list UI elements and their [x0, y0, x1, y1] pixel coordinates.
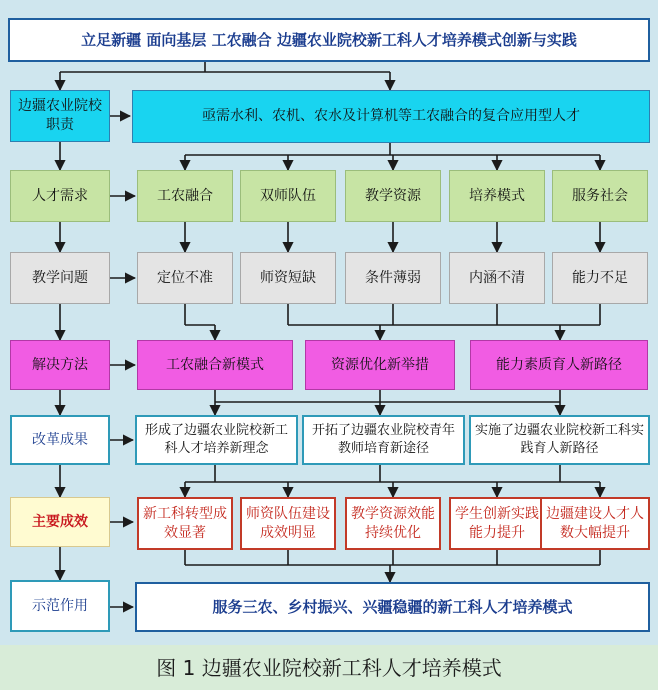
problem-box: 定位不准	[137, 252, 233, 304]
effect-box: 教学资源效能持续优化	[345, 497, 441, 550]
main-effect-box: 主要成效	[10, 497, 110, 547]
demand-box: 培养模式	[449, 170, 545, 222]
teaching-problem-box: 教学问题	[10, 252, 110, 304]
result-box: 实施了边疆农业院校新工科实践育人新路径	[469, 415, 650, 465]
problem-box: 条件薄弱	[345, 252, 441, 304]
problem-box: 能力不足	[552, 252, 648, 304]
diagram-title: 立足新疆 面向基层 工农融合 边疆农业院校新工科人才培养模式创新与实践	[8, 18, 650, 62]
demand-box: 教学资源	[345, 170, 441, 222]
reform-result-box: 改革成果	[10, 415, 110, 465]
demand-box: 双师队伍	[240, 170, 336, 222]
need-statement-box: 亟需水利、农机、农水及计算机等工农融合的复合应用型人才	[132, 90, 650, 143]
duty-box: 边疆农业院校职责	[10, 90, 110, 142]
demo-statement-box: 服务三农、乡村振兴、兴疆稳疆的新工科人才培养模式	[135, 582, 650, 632]
problem-box: 师资短缺	[240, 252, 336, 304]
talent-demand-box: 人才需求	[10, 170, 110, 222]
solution-item-box: 资源优化新举措	[305, 340, 455, 390]
result-box: 开拓了边疆农业院校青年教师培育新途径	[302, 415, 465, 465]
solution-item-box: 能力素质育人新路径	[470, 340, 648, 390]
solution-box: 解决方法	[10, 340, 110, 390]
effect-box: 边疆建设人才人数大幅提升	[540, 497, 650, 550]
effect-box: 新工科转型成效显著	[137, 497, 233, 550]
effect-box: 师资队伍建设成效明显	[240, 497, 336, 550]
solution-item-box: 工农融合新模式	[137, 340, 293, 390]
result-box: 形成了边疆农业院校新工科人才培养新理念	[135, 415, 298, 465]
figure-caption: 图 1 边疆农业院校新工科人才培养模式	[156, 656, 502, 680]
demand-box: 服务社会	[552, 170, 648, 222]
demonstration-box: 示范作用	[10, 580, 110, 632]
effect-box: 学生创新实践能力提升	[449, 497, 545, 550]
problem-box: 内涵不清	[449, 252, 545, 304]
demand-box: 工农融合	[137, 170, 233, 222]
